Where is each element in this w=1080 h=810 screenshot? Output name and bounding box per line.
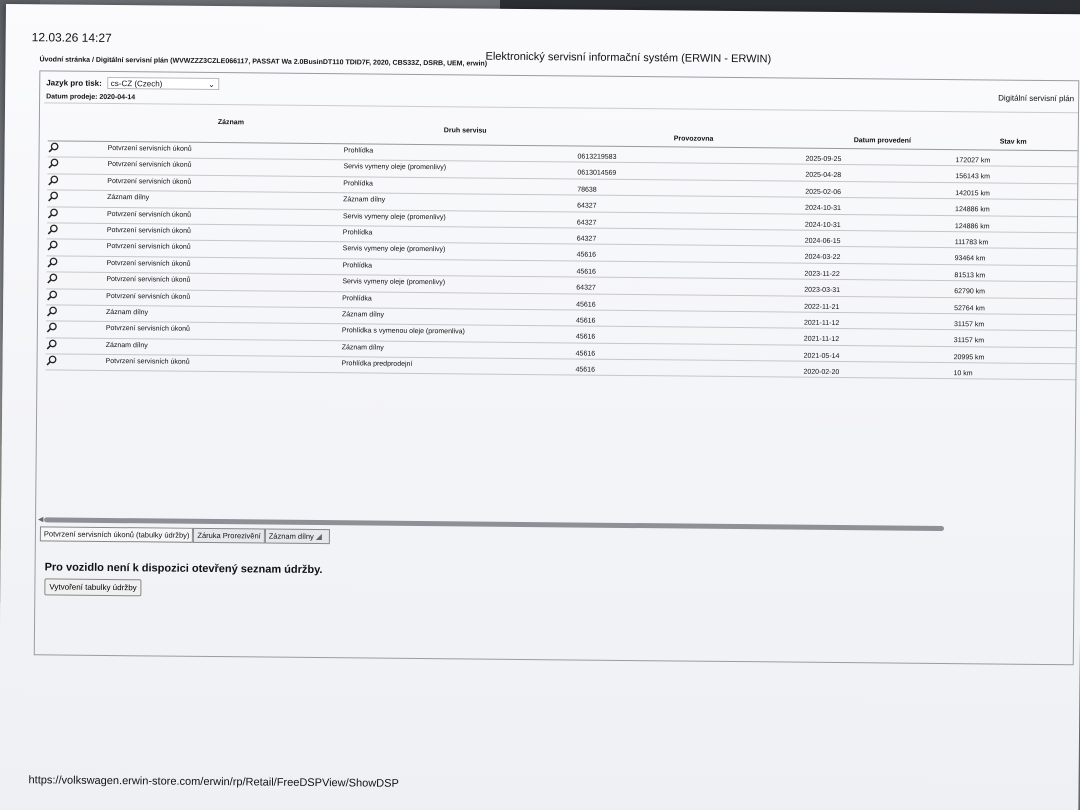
- tab-bar: [40, 526, 330, 544]
- cell-km: 124886 km: [954, 222, 990, 231]
- cell-km: 124886 km: [955, 206, 990, 214]
- footer-url: https://volkswagen.erwin-store.com/erwin/rp/Retail/FreeDSPView/ShowDSP: [28, 774, 399, 790]
- tab-workshop-records[interactable]: [265, 529, 330, 545]
- cell-workshop: 64327: [576, 284, 596, 292]
- tab-label: Záznam dílny: [268, 531, 314, 541]
- cell-date: 2024-06-15: [804, 237, 841, 245]
- magnifier-icon[interactable]: [46, 354, 58, 366]
- magnifier-icon[interactable]: [48, 141, 60, 153]
- cell-workshop: 64327: [576, 235, 597, 243]
- cell-km: 111783 km: [954, 239, 989, 247]
- cell-workshop: 0613219583: [577, 153, 617, 161]
- cell-type: Prohlídka: [342, 294, 372, 303]
- cell-type: Prohlídka: [343, 180, 373, 188]
- breadcrumb: Úvodní stránka / Digitální servisní plán (WVWZZZ3CZLE066117, PASSAT Wa 2.0BusinDT110 TDID7F, 2020, CBS33Z, DSRB, UEM, erwin): [39, 56, 488, 68]
- scroll-left-arrow[interactable]: ◀: [38, 516, 44, 524]
- cell-workshop: 45616: [576, 251, 597, 260]
- cell-workshop: 45616: [576, 268, 596, 276]
- maintenance-notice: Pro vozidlo není k dispozici otevřený seznam údržby.: [44, 561, 323, 577]
- cell-km: 142015 km: [955, 189, 990, 198]
- magnifier-icon[interactable]: [46, 256, 58, 268]
- cell-km: 156143 km: [955, 173, 991, 181]
- cell-date: 2020-02-20: [803, 368, 840, 377]
- magnifier-icon[interactable]: [46, 322, 58, 334]
- cell-workshop: 45616: [575, 317, 596, 325]
- col-header-type: Druh servisu: [443, 127, 487, 135]
- magnifier-icon[interactable]: [46, 338, 58, 350]
- cell-workshop: 64327: [576, 219, 597, 227]
- cell-record: Potvrzení servisních úkonů: [106, 243, 191, 252]
- cell-workshop: 64327: [577, 202, 597, 210]
- cell-date: 2021-11-12: [803, 335, 840, 344]
- cell-workshop: 45616: [576, 301, 596, 309]
- tab-label: Záruka Prorezivění: [197, 530, 261, 541]
- cell-type: Servis vymeny oleje (promenlivy): [342, 212, 446, 221]
- cell-km: 31157 km: [953, 321, 985, 329]
- cell-type: Servis vymeny oleje (promenlivy): [342, 278, 446, 287]
- service-table: [45, 113, 1077, 380]
- language-row: [46, 76, 219, 90]
- cell-km: 81513 km: [954, 271, 986, 280]
- cell-type: Prohlídka s vymenou oleje (promenliva): [341, 327, 465, 336]
- cell-date: 2023-03-31: [804, 286, 841, 295]
- create-maintenance-table-button[interactable]: Vytvoření tabulky údržby: [44, 578, 141, 596]
- tab-service-confirmations[interactable]: [40, 526, 194, 542]
- cell-record: Záznam dílny: [106, 308, 149, 317]
- magnifier-icon[interactable]: [46, 289, 58, 301]
- magnifier-icon[interactable]: [47, 191, 59, 203]
- magnifier-icon[interactable]: [46, 305, 58, 317]
- cell-km: 93464 km: [954, 255, 986, 263]
- cell-date: 2025-09-25: [805, 155, 842, 164]
- language-select[interactable]: [107, 77, 219, 90]
- cell-km: 62790 km: [954, 288, 986, 296]
- tab-corner-icon: ◢: [315, 531, 322, 542]
- col-header-km: Stav km: [999, 138, 1027, 146]
- cell-workshop: 0613014569: [577, 169, 617, 178]
- cell-date: 2025-04-28: [805, 172, 842, 180]
- cell-type: Záznam dílny: [341, 311, 385, 319]
- col-header-record: Záznam: [217, 119, 244, 127]
- plan-label: Digitální servisní plán: [998, 93, 1075, 104]
- cell-record: Záznam dílny: [107, 194, 150, 202]
- cell-record: Potvrzení servisních úkonů: [106, 292, 191, 301]
- cell-record: Potvrzení servisních úkonů: [106, 210, 192, 219]
- magnifier-icon[interactable]: [47, 158, 59, 170]
- page-title: Elektronický servisní informační systém (ERWIN - ERWIN): [485, 50, 772, 66]
- cell-type: Prohlídka: [342, 261, 373, 270]
- cell-workshop: 45616: [575, 333, 596, 341]
- cell-date: 2024-10-31: [805, 204, 841, 213]
- magnifier-icon[interactable]: [47, 223, 59, 235]
- cell-date: 2024-03-22: [804, 254, 841, 262]
- cell-km: 10 km: [953, 370, 973, 378]
- cell-date: 2022-11-21: [804, 303, 840, 311]
- magnifier-icon[interactable]: [47, 174, 59, 186]
- language-label: Jazyk pro tisk:: [46, 77, 102, 88]
- cell-type: Servis vymeny oleje (promenlivy): [343, 163, 447, 172]
- language-value: cs-CZ (Czech): [110, 78, 163, 89]
- cell-record: Potvrzení servisních úkonů: [106, 259, 191, 268]
- col-header-date: Datum provedení: [853, 137, 911, 145]
- cell-km: 52764 km: [954, 304, 985, 312]
- divider: [44, 102, 1078, 113]
- tab-label: Potvrzení servisních úkonů (tabulky údržby): [43, 529, 190, 540]
- cell-record: Záznam dílny: [105, 341, 148, 350]
- print-datetime: 12.03.26 14:27: [31, 30, 112, 46]
- cell-type: Prohlídka predprodejní: [341, 360, 413, 368]
- magnifier-icon[interactable]: [46, 273, 58, 285]
- cell-type: Prohlídka: [343, 147, 374, 155]
- cell-date: 2021-05-14: [803, 352, 840, 360]
- cell-date: 2025-02-06: [805, 188, 842, 196]
- cell-record: Potvrzení servisních úkonů: [105, 325, 190, 334]
- cell-km: 31157 km: [953, 337, 985, 345]
- cell-type: Prohlídka: [342, 229, 373, 237]
- col-header-workshop: Provozovna: [673, 135, 714, 143]
- cell-record: Potvrzení servisních úkonů: [107, 144, 192, 153]
- cell-workshop: 78638: [577, 186, 597, 194]
- printed-page: [0, 4, 1080, 810]
- chevron-down-icon: ⌄: [208, 79, 215, 89]
- sale-date: Datum prodeje: 2020-04-14: [46, 93, 136, 102]
- cell-km: 172027 km: [955, 157, 991, 165]
- cell-date: 2021-11-12: [803, 319, 840, 327]
- cell-record: Potvrzení servisních úkonů: [107, 161, 192, 170]
- magnifier-icon[interactable]: [47, 207, 59, 219]
- cell-type: Záznam dílny: [341, 343, 384, 352]
- cell-date: 2024-10-31: [804, 221, 841, 229]
- cell-record: Potvrzení servisních úkonů: [107, 177, 192, 186]
- cell-date: 2023-11-22: [804, 270, 840, 278]
- content-frame: [34, 70, 1080, 665]
- cell-km: 20995 km: [953, 353, 985, 362]
- cell-workshop: 45616: [575, 350, 596, 358]
- cell-workshop: 45616: [575, 366, 596, 374]
- cell-record: Potvrzení servisních úkonů: [106, 226, 191, 235]
- magnifier-icon[interactable]: [47, 240, 59, 252]
- cell-type: Záznam dílny: [343, 196, 386, 204]
- cell-record: Potvrzení servisních úkonů: [105, 358, 190, 366]
- cell-type: Servis vymeny oleje (promenlivy): [342, 245, 446, 254]
- cell-record: Potvrzení servisních úkonů: [106, 276, 191, 284]
- tab-warranty[interactable]: [193, 528, 265, 544]
